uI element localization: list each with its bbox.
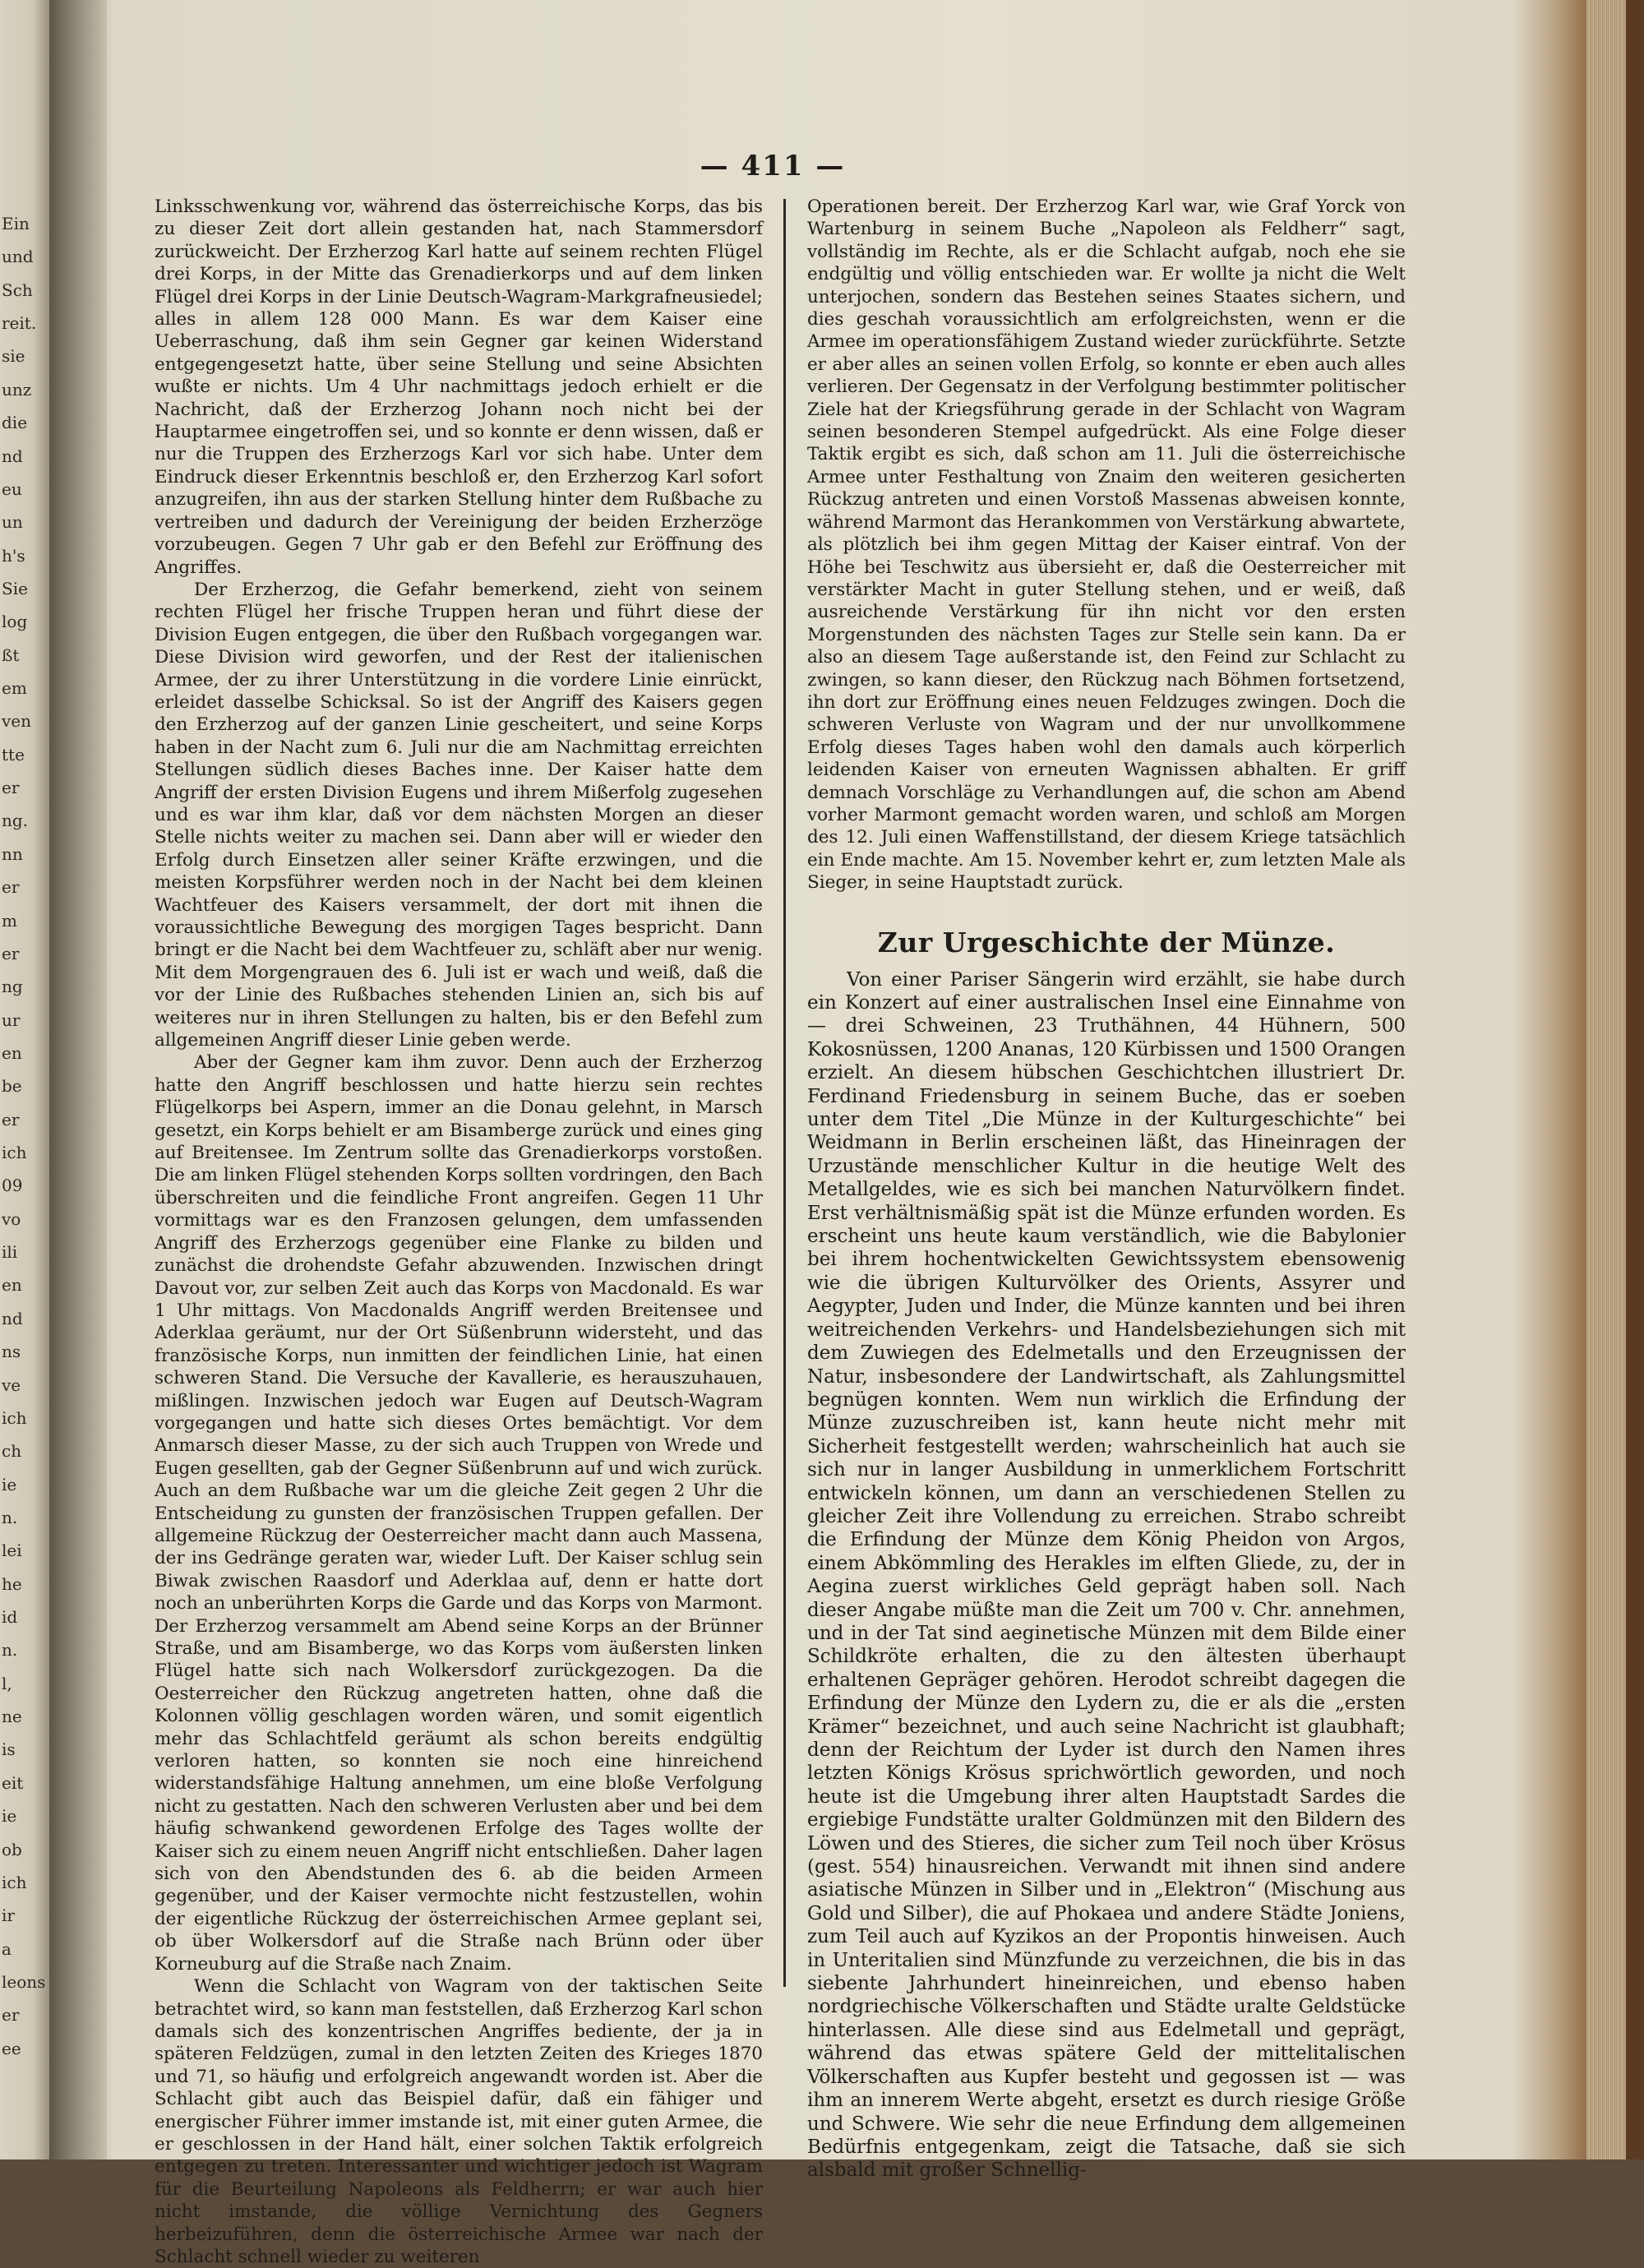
margin-fragment: em <box>2 678 27 698</box>
margin-fragment: is <box>2 1739 16 1760</box>
article-heading: Zur Urgeschichte der Münze. <box>877 926 1336 958</box>
margin-fragment: nd <box>2 1308 23 1328</box>
margin-fragment: m <box>2 910 17 931</box>
margin-fragment: er <box>2 877 20 898</box>
margin-fragment: unz <box>2 379 32 400</box>
margin-fragment: ee <box>2 2038 21 2058</box>
paragraph: Der Erzherzog, die Gefahr bemerkend, zieht von seinem rechten Flügel her frische Truppen heran und führt diese der Division Eugen entgegen, die über den Rußbach vorgegangen war. Diese Division wird geworfen, und der Rest der italienischen Armee, der zu ihrer Unterstützung in die vordere Linie einrückt, erleidet dasselbe Schicksal. So ist der Angriff des Kaisers gegen den Erzherzog auf der ganzen Linie gescheitert, und seine Korps haben in der Nacht zum 6. Juli nur die am Nachmittag erreichten Stellungen südlich dieses Baches inne. Der Kaiser hatte dem Angriff der ersten Division Eugens und ihrem Mißerfolg zugesehen und es war ihm klar, daß vor dem nächsten Morgen an dieser Stelle nichts weiter zu machen sei. Dann aber will er wieder den Erfolg durch Einsetzen aller seiner Kräfte erzwingen, und die meisten Korpsführer werden noch in der Nacht bei dem kleinen Wachtfeuer des Kaisers versammelt, der dort mit ihnen die voraussichtliche Bewegung des morgigen Tages bespricht. Dann bringt er die Nacht bei dem Wachtfeuer zu, schläft aber nur wenig. Mit dem Morgengrauen des 6. Juli ist er wach und weiß, daß die vor der Linie des Rußbaches stehenden Linien an, sich bis auf weiteres nur in ihren Stellungen zu halten, bis er den Befehl zum allgemeinen Angriff dieser Linie geben werde. <box>155 579 763 1051</box>
left-column <box>155 196 763 2268</box>
margin-fragment: und <box>2 247 34 267</box>
paragraph: Operationen bereit. Der Erzherzog Karl war, wie Graf Yorck von Wartenburg in seinem Buche „Napoleon als Feldherr“ sagt, vollständig im Rechte, als er die Schlacht aufgab, noch ehe sie endgültig und völlig entschieden war. Er wollte ja nicht die Welt unterjochen, sondern das Bestehen seines Staates sichern, und dies geschah voraussichtlich am erfolgreichsten, wenn er die Armee im operationsfähigem Zustand wieder zurückführte. Setzte er aber alles an seinen vollen Erfolg, so konnte er eben auch alles verlieren. Der Gegensatz in der Verfolgung bestimmter politischer Ziele hat der Kriegsführung gerade in der Schlacht von Wagram seinen besonderen Stempel aufgedrückt. Als eine Folge dieser Taktik ergibt es sich, daß schon am 11. Juli die österreichische Armee unter Festhaltung von Znaim den weiteren gesicherten Rückzug antreten und einen Vorstoß Massenas abweisen konnte, während Marmont das Herankommen von Verstärkung abwartete, als plötzlich bei ihm gegen Mittag der Kaiser eintraf. Von der Höhe bei Teschwitz aus übersieht er, daß die Oesterreicher mit verstärkter Macht in guter Stellung stehen, und er weiß, daß ausreichende Verstärkung für ihn nicht vor den ersten Morgenstunden des nächsten Tages zur Stelle sein kann. Da er also an diesem Tage außerstande ist, den Feind zur Schlacht zu zwingen, so kann dieser, den Rückzug nach Böhmen fortsetzend, ihn dort zur Eröffnung eines neuen Feldzuges zwingen. Doch die schweren Verluste von Wagram und der nur unvollkommene Erfolg dieses Tages haben wohl den damals auch körperlich leidenden Kaiser von erneuten Wagnissen abhalten. Er griff demnach Vorschläge zu Verhandlungen auf, die schon am Abend vorher Marmont gemacht worden waren, und schloß am Morgen des 12. Juli einen Waffenstillstand, der diesem Kriege tatsächlich ein Ende machte. Am 15. November kehrt er, zum letzten Male als Sieger, in seine Hauptstadt zurück. <box>807 196 1406 894</box>
margin-fragment: nd <box>2 446 23 466</box>
margin-fragment: nn <box>2 843 23 864</box>
margin-fragment: ie <box>2 1806 17 1827</box>
margin-fragment: n. <box>2 1507 18 1527</box>
margin-fragment: l, <box>2 1673 12 1693</box>
margin-fragment: Ein <box>2 214 30 233</box>
margin-fragment: tte <box>2 744 25 764</box>
margin-fragment: h's <box>2 545 25 566</box>
margin-fragment: lei <box>2 1540 22 1561</box>
margin-fragment: ns <box>2 1342 21 1362</box>
margin-fragment: eu <box>2 478 22 499</box>
margin-fragment: 09 <box>2 1176 23 1196</box>
margin-fragment: er <box>2 2005 20 2025</box>
margin-fragment: ich <box>2 1872 27 1892</box>
margin-fragment: ch <box>2 1441 22 1462</box>
paragraph: Aber der Gegner kam ihm zuvor. Denn auch der Erzherzog hatte den Angriff beschlossen und hatte hierzu sein rechtes Flügelkorps bei Aspern, immer an die Donau gelehnt, in Marsch gesetzt, ein Korps behielt er am Bisamberge zurück und eines ging auf Breitensee. Im Zentrum sollte das Grenadierkorps vorstoßen. Die am linken Flügel stehenden Korps sollten vordringen, den Bach überschreiten und die feindliche Front angreifen. Gegen 11 Uhr vormittags war es den Franzosen gelungen, dem umfassenden Angriff des Erzherzogs gegenüber eine Flanke zu bilden und zunächst die drohendste Gefahr abzuwenden. Inzwischen dringt Davout vor, zur selben Zeit auch das Korps von Macdonald. Es war 1 Uhr mittags. Von Macdonalds Angriff werden Breitensee und Aderklaa geräumt, nur der Ort Süßenbrunn widersteht, und das französische Korps, nun inmitten der feindlichen Linie, hat einen schweren Stand. Die Versuche der Kavallerie, es herauszuhauen, mißlingen. Inzwischen jedoch war Eugen auf Deutsch-Wagram vorgegangen und hatte sich dieses Ortes bemächtigt. Vor dem Anmarsch dieser Masse, zu der sich auch Truppen von Wrede und Eugen gesellten, gab der Gegner Süßenbrunn auf und wich zurück. Auch an dem Rußbache war um die gleiche Zeit gegen 2 Uhr die Entscheidung zu gunsten der französischen Truppen gefallen. Der allgemeine Rückzug der Oesterreicher macht dann auch Massena, der ins Gedränge geraten war, wieder Luft. Der Kaiser schlug sein Biwak zwischen Raasdorf und Aderklaa auf, denn er hatte dort noch an unberührten Korps die Garde und das Korps von Marmont. Der Erzherzog versammelt am Abend seine Korps an der Brünner Straße, und am Bisamberge, wo das Korps vom äußersten linken Flügel hatte sich nach Wolkersdorf zurückgezogen. Da die Oesterreicher den Rückzug angetreten hatten, ohne daß die Kolonnen völlig geschlagen worden wären, und somit eigentlich mehr das Schlachtfeld geräumt als schon bereits endgültig verloren hatten, so konnten sie noch eine hinreichend widerstandsfähige Haltung annehmen, um eine bloße Verfolgung nicht zu gestatten. Nach den schweren Verlusten aber und bei dem häufig schwankend gewordenen Erfolge des Tages wollte der Kaiser sich zu einem neuen Angriff nicht entschließen. Daher lagen sich von den Abendstunden des 6. ab die beiden Armeen gegenüber, und der Kaiser vermochte nicht festzustellen, wohin der eigentliche Rückzug der österreichischen Armee geplant sei, ob über Wolkersdorf auf die Straße nach Brünn oder über Korneuburg auf die Straße nach Znaim. <box>155 1052 763 1975</box>
left-page-edge <box>0 0 49 2159</box>
margin-fragment: n. <box>2 1640 18 1661</box>
margin-fragment: eit <box>2 1772 24 1793</box>
margin-fragment: en <box>2 1042 22 1063</box>
margin-fragment: be <box>2 1076 22 1097</box>
margin-fragment: ob <box>2 1839 22 1859</box>
right-column <box>807 196 1406 2183</box>
margin-fragment: ich <box>2 1143 27 1162</box>
column-divider <box>783 199 786 1987</box>
margin-fragment: er <box>2 943 20 963</box>
margin-fragment: ve <box>2 1374 21 1395</box>
book-page <box>123 0 1586 2267</box>
book-gutter <box>49 0 107 2159</box>
margin-fragment: Sch <box>2 279 33 300</box>
margin-fragment: er <box>2 778 20 798</box>
margin-fragment: he <box>2 1573 22 1594</box>
margin-fragment: reit. <box>2 313 37 334</box>
margin-fragment: ne <box>2 1707 22 1727</box>
margin-fragment: leons <box>2 1971 46 1992</box>
margin-fragment: ie <box>2 1474 17 1494</box>
book-cover-edge <box>1626 0 1644 2159</box>
margin-fragment: log <box>2 612 28 632</box>
margin-fragment: die <box>2 413 28 433</box>
paragraph: Linksschwenkung vor, während das österreichische Korps, das bis zu dieser Zeit dort allein gestanden hat, nach Stammersdorf zurückweicht. Der Erzherzog Karl hatte auf seinem rechten Flügel drei Korps, in der Mitte das Grenadierkorps und auf dem linken Flügel drei Korps in der Linie Deutsch-Wagram-Markgrafneusiedel; alles in allem 128 000 Mann. Es war dem Kaiser eine Ueberraschung, daß ihm sein Gegner gar keinen Widerstand entgegengesetzt hatte, über seine Stellung und seine Absichten wußte er nichts. Um 4 Uhr nachmittags jedoch erhielt er die Nachricht, daß der Erzherzog Johann noch nicht bei der Hauptarmee eingetroffen sei, und so konnte er denn wissen, daß er nur die Truppen des Erzherzogs Karl vor sich habe. Unter dem Eindruck dieser Erkenntnis beschloß er, den Erzherzog Karl sofort anzugreifen, ihn aus der starken Stellung hinter dem Rußbache zu vertreiben und dadurch der Vereinigung der beiden Erzherzöge vorzubeugen. Gegen 7 Uhr gab er den Befehl zur Eröffnung des Angriffes. <box>155 196 763 578</box>
margin-fragment: ßt <box>2 644 20 665</box>
margin-fragment: vo <box>2 1208 21 1229</box>
margin-fragment: ich <box>2 1407 27 1428</box>
margin-fragment: ir <box>2 1905 15 1926</box>
margin-fragment: en <box>2 1275 22 1296</box>
margin-fragment: er <box>2 1109 20 1129</box>
margin-fragment: ven <box>2 711 32 732</box>
margin-fragment: a <box>2 1938 12 1959</box>
margin-fragment: ng. <box>2 811 29 831</box>
margin-fragment: ili <box>2 1242 18 1263</box>
margin-fragment: Sie <box>2 578 28 598</box>
margin-fragment: ur <box>2 1009 21 1030</box>
article-body: Von einer Pariser Sängerin wird erzählt, sie habe durch ein Konzert auf einer australischen Insel eine Einnahme von — drei Schweinen, 23 Truthähnen, 44 Hühnern, 500 Kokosnüssen, 1200 Ananas, 120 Kürbissen und 1500 Orangen erzielt. An diesem hübschen Geschichtchen illustriert Dr. Ferdinand Friedensburg in seinem Buche, das er soeben unter dem Titel „Die Münze in der Kulturgeschichte“ bei Weidmann in Berlin erscheinen läßt, das Hineinragen der Urzustände menschlicher Kultur in die heutige Welt des Metallgeldes, wie es sich bei manchen Naturvölkern findet. Erst verhältnismäßig spät ist die Münze erfunden worden. Es erscheint uns heute kaum verständlich, wie die Babylonier bei ihrem hochentwickelten Gewichtssystem ebensowenig wie die übrigen Kulturvölker des Orients, Assyrer und Aegypter, Juden und Inder, die Münze kannten und bei ihren weitreichenden Verkehrs- und Handelsbeziehungen sich mit dem Zuwiegen des Edelmetalls und den Erzeugnissen der Natur, insbesondere der Landwirtschaft, als Zahlungsmittel begnügen konnten. Wem nun wirklich die Erfindung der Münze zuzuschreiben ist, kann heute nicht mehr mit Sicherheit festgestellt werden; wahrscheinlich hat auch sie sich nur in langer Ausbildung in unmerklichem Fortschritt entwickeln können, um dann an verschiedenen Stellen zu gleicher Zeit ihre Vollendung zu erreichen. Strabo schreibt die Erfindung der Münze dem König Pheidon von Argos, einem Abkömmling des Herakles im elften Gliede, zu, der in Aegina zuerst wirkliches Geld geprägt haben soll. Nach dieser Angabe müßte man die Zeit um 700 v. Chr. annehmen, und in der Tat sind aeginetische Münzen mit dem Bilde einer Schildkröte erhalten, die zu den ältesten überhaupt erhaltenen Gepräger gehören. Herodot schreibt dagegen die Erfindung der Münze den Lydern zu, die er als die „ersten Krämer“ bezeichnet, und auch seine Nachricht ist glaubhaft; denn der Reichtum der Lyder ist durch den Namen ihres letzten Königs Krösus sprichwörtlich geworden, und noch heute ist die Umgebung ihrer alten Hauptstadt Sardes die ergiebige Fundstätte uralter Goldmünzen mit den Bildern des Löwen und des Stieres, die sicher zum Teil noch über Krösus (gest. 554) hinausreichen. Verwandt mit ihnen sind andere asiatische Münzen in Silber und in „Elektron“ (Mischung aus Gold und Silber), die auf Phokaea und andere Städte Joniens, zum Teil auch auf Kyzikos an der Propontis hinweisen. Auch in Unteritalien sind Münzfunde zu verzeichnen, die bis in das siebente Jahrhundert hineinreichen, und ebenso haben nordgriechische Völkerschaften und Städte uralte Geldstücke hinterlassen. Alle diese sind aus Edelmetall und geprägt, während das etwas spätere Geld der mittelitalischen Völkerschaften aus Kupfer besteht und gegossen ist — was ihm an innerem Werte abgeht, ersetzt es durch riesige Größe und Schwere. Wie sehr die neue Erfindung dem allgemeinen Bedürfnis entgegenkam, zeigt die Tatsache, daß sie sich alsbald mit großer Schnellig- <box>807 968 1406 2182</box>
margin-fragment: ng <box>2 977 23 997</box>
margin-fragment: un <box>2 512 23 533</box>
paragraph: Wenn die Schlacht von Wagram von der taktischen Seite betrachtet wird, so kann man feststellen, daß Erzherzog Karl schon damals sich des konzentrischen Angriffes bediente, der ja in späteren Feldzügen, zumal in den letzten Zeiten des Krieges 1870 und 71, so häufig und erfolgreich angewandt worden ist. Aber die Schlacht gibt auch das Beispiel dafür, daß ein fähiger und energischer Führer immer imstande ist, mit einer guten Armee, die er geschlossen in der Hand hält, einer solchen Taktik erfolgreich entgegen zu treten. Interessanter und wichtiger jedoch ist Wagram für die Beurteilung Napoleons als Feldherrn; er war auch hier nicht imstande, die völlige Vernichtung des Gegners herbeizuführen, denn die österreichische Armee war nach der Schlacht schnell wieder zu weiteren <box>155 1976 763 2267</box>
page-number: — 411 — <box>700 150 846 182</box>
margin-fragment: id <box>2 1607 18 1627</box>
margin-fragment: sie <box>2 346 25 367</box>
